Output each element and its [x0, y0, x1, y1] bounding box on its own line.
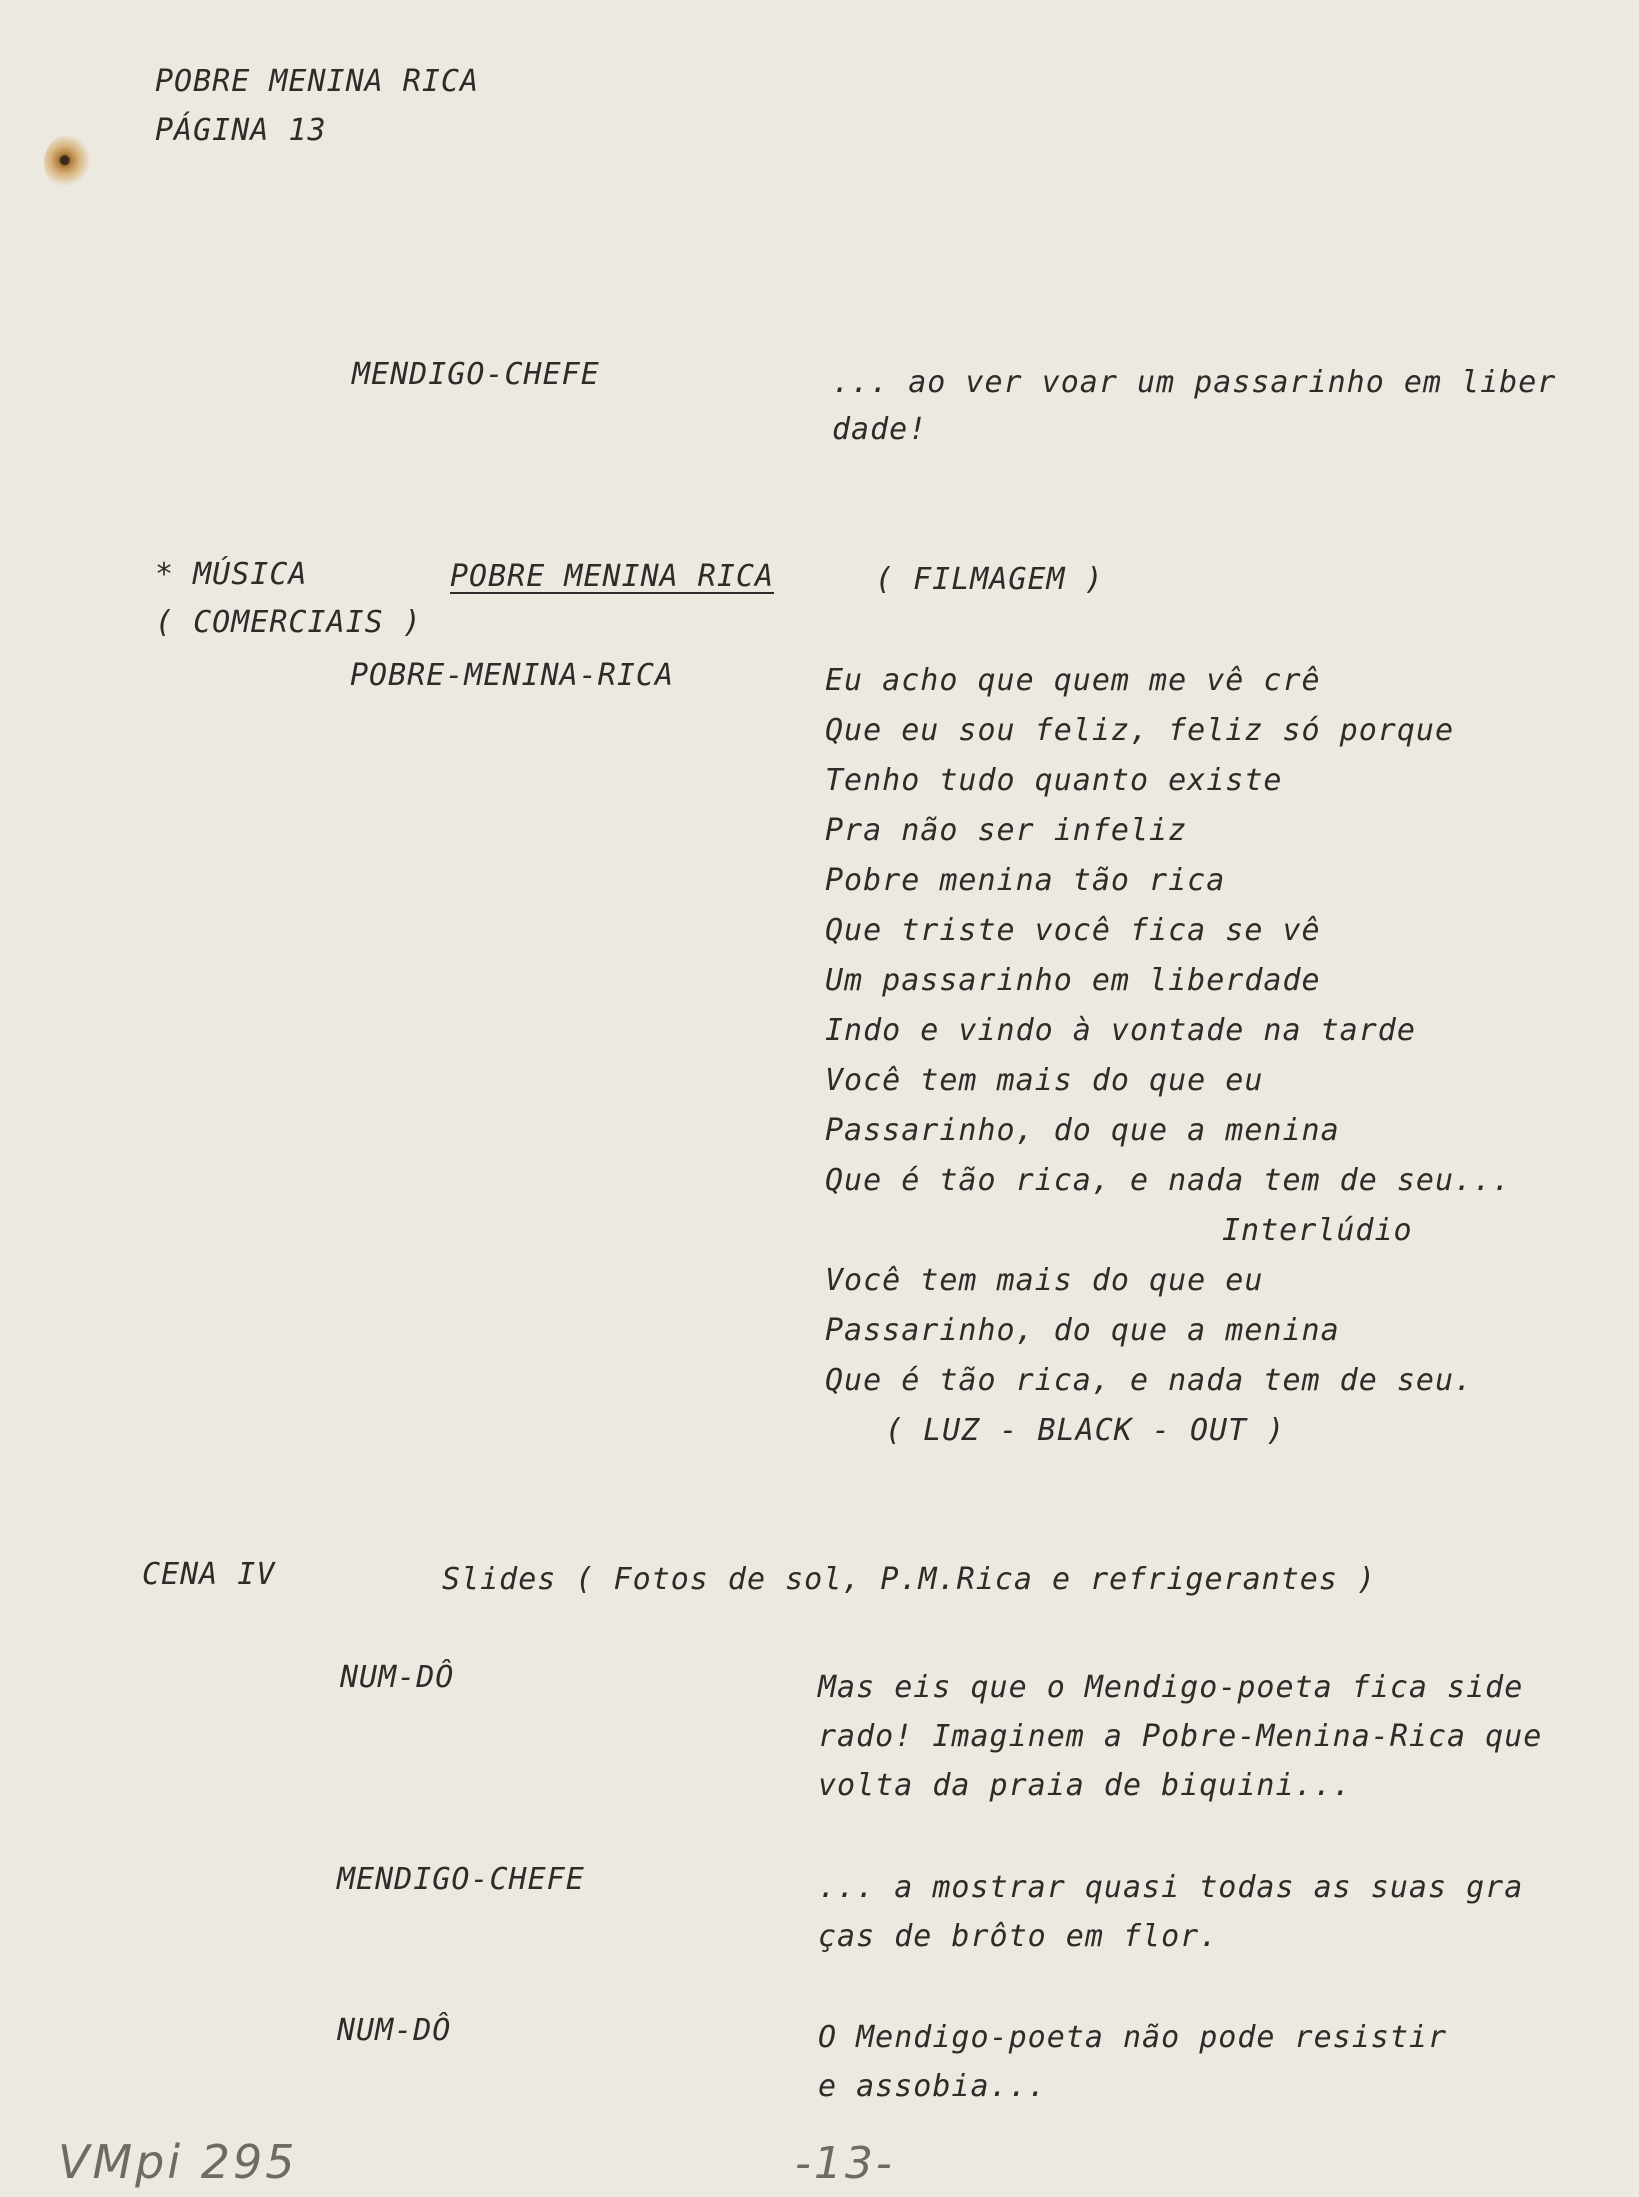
lyric-line: Pobre menina tão rica: [825, 863, 1226, 898]
dialogue-line: dade!: [832, 412, 928, 447]
lyric-line: Pra não ser infeliz: [825, 813, 1188, 848]
character-mendigo-chefe-2: MENDIGO-CHEFE: [337, 1862, 585, 1897]
interlude-label: Interlúdio: [1222, 1213, 1413, 1248]
lyric-line: Você tem mais do que eu: [825, 1263, 1264, 1298]
character-mendigo-chefe-1: MENDIGO-CHEFE: [352, 357, 600, 392]
music-marker: * MÚSICA: [155, 557, 308, 592]
lyric-line: Passarinho, do que a menina: [825, 1313, 1340, 1348]
dialogue-line: Mas eis que o Mendigo-poeta fica side: [818, 1670, 1524, 1705]
lyric-line: Que é tão rica, e nada tem de seu.: [825, 1363, 1474, 1398]
archive-handwritten-note: VMpi 295: [58, 2135, 298, 2189]
burn-stain: [44, 135, 90, 191]
song-title: POBRE MENINA RICA: [450, 559, 775, 594]
stage-direction: ( LUZ - BLACK - OUT ): [885, 1413, 1286, 1448]
lyric-line: Indo e vindo à vontade na tarde: [825, 1013, 1416, 1048]
filmagem-note: ( FILMAGEM ): [875, 562, 1104, 597]
dialogue-line: e assobia...: [818, 2069, 1047, 2104]
dialogue-line: ... ao ver voar um passarinho em liber: [832, 365, 1557, 400]
lyric-line: Você tem mais do que eu: [825, 1063, 1264, 1098]
dialogue-line: volta da praia de biquini...: [818, 1768, 1352, 1803]
character-pobre-menina-rica: POBRE-MENINA-RICA: [350, 658, 675, 693]
dialogue-line: ças de brôto em flor.: [818, 1919, 1219, 1954]
header-page: PÁGINA 13: [155, 113, 327, 148]
lyric-line: Que triste você fica se vê: [825, 913, 1321, 948]
lyric-line: Que é tão rica, e nada tem de seu...: [825, 1163, 1512, 1198]
header-title: POBRE MENINA RICA: [155, 64, 480, 99]
scene-label: CENA IV: [142, 1557, 276, 1592]
lyric-line: Eu acho que quem me vê crê: [825, 663, 1321, 698]
lyric-line: Um passarinho em liberdade: [825, 963, 1321, 998]
dialogue-line: O Mendigo-poeta não pode resistir: [818, 2020, 1448, 2055]
dialogue-line: ... a mostrar quasi todas as suas gra: [818, 1870, 1524, 1905]
lyric-line: Tenho tudo quanto existe: [825, 763, 1283, 798]
dialogue-line: rado! Imaginem a Pobre-Menina-Rica que: [818, 1719, 1543, 1754]
scene-description: Slides ( Fotos de sol, P.M.Rica e refrigerantes ): [442, 1562, 1377, 1597]
character-num-do-2: NUM-DÔ: [337, 2013, 452, 2048]
character-num-do-1: NUM-DÔ: [340, 1660, 455, 1695]
page-number: -13-: [795, 2138, 895, 2189]
comerciais-note: ( COMERCIAIS ): [155, 605, 422, 640]
lyric-line: Passarinho, do que a menina: [825, 1113, 1340, 1148]
lyric-line: Que eu sou feliz, feliz só porque: [825, 713, 1455, 748]
